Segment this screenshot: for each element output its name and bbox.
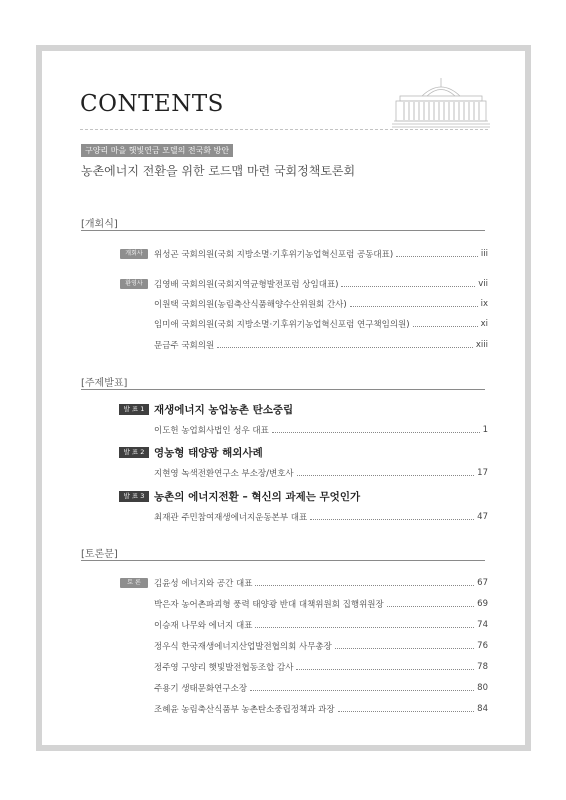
toc-page-number: 17 <box>477 468 488 478</box>
toc-entry[interactable] <box>154 577 488 589</box>
presentation-tag: 발 표 2 <box>119 447 149 458</box>
section-heading-opening: [개회식] <box>81 215 485 231</box>
toc-page-number: iii <box>480 249 488 259</box>
presentation-tag: 발 표 1 <box>119 404 149 415</box>
national-assembly-building-icon <box>392 74 490 128</box>
toc-entry[interactable] <box>154 511 488 523</box>
toc-entry[interactable] <box>154 703 488 715</box>
toc-entry-text: 최재관 주민참여재생에너지운동본부 대표 <box>154 513 308 523</box>
dot-leader <box>413 326 478 327</box>
dot-leader <box>310 519 474 520</box>
contents-title: CONTENTS <box>80 91 224 117</box>
subtitle-badge: 구양리 마을 햇빛연금 모델의 전국화 방안 <box>81 144 233 157</box>
dot-leader <box>255 585 474 586</box>
main-subtitle: 농촌에너지 전환을 위한 로드맵 마련 국회정책토론회 <box>81 164 356 178</box>
toc-entry-text: 지현영 녹색전환연구소 부소장/변호사 <box>154 469 294 479</box>
dot-leader <box>296 669 474 670</box>
dot-leader <box>338 711 475 712</box>
section-heading-discussion: [토론문] <box>81 545 485 561</box>
discussion-tag: 토 론 <box>120 578 148 588</box>
toc-entry[interactable] <box>154 598 488 610</box>
toc-entry-text: 이도헌 농업회사법인 성우 대표 <box>154 426 269 436</box>
toc-entry[interactable] <box>154 298 488 310</box>
dot-leader <box>387 606 474 607</box>
toc-page-number: 76 <box>477 641 488 651</box>
toc-entry[interactable] <box>154 467 488 479</box>
presentation-title[interactable]: 재생에너지 농업농촌 탄소중립 <box>154 404 294 416</box>
toc-entry-text: 김윤성 에너지와 공간 대표 <box>154 579 253 589</box>
toc-entry[interactable] <box>154 640 488 652</box>
toc-entry[interactable] <box>154 248 488 260</box>
toc-entry-text: 임미애 국회의원(국회 지방소멸·기후위기농업혁신포럼 연구책임의원) <box>154 320 410 330</box>
toc-entry[interactable] <box>154 424 488 436</box>
toc-entry[interactable] <box>154 318 488 330</box>
toc-page-number: 1 <box>482 425 488 435</box>
toc-entry[interactable] <box>154 661 488 673</box>
dot-leader <box>250 690 474 691</box>
section-heading-presentations: [주제발표] <box>81 374 485 390</box>
dot-leader <box>335 648 474 649</box>
toc-entry-text: 정우식 한국재생에너지산업발전협의회 사무총장 <box>154 642 332 652</box>
toc-entry[interactable] <box>154 682 488 694</box>
presentation-title[interactable]: 영농형 태양광 해외사례 <box>154 447 263 459</box>
dot-leader <box>217 347 473 348</box>
presentation-tag: 발 표 3 <box>119 491 149 502</box>
dot-leader <box>272 432 480 433</box>
dot-leader <box>341 286 475 287</box>
toc-page-number: 67 <box>477 578 488 588</box>
toc-page-number: ix <box>480 299 488 309</box>
opening-speech-tag: 개회사 <box>120 249 148 259</box>
toc-entry-text: 위성곤 국회의원(국회 지방소멸·기후위기농업혁신포럼 공동대표) <box>154 250 394 260</box>
toc-entry-text: 문금주 국회의원 <box>154 341 215 351</box>
toc-entry-text: 박은자 농어촌파괴형 풍력 태양광 반대 대책위원회 집행위원장 <box>154 600 384 610</box>
toc-page-number: 47 <box>477 512 488 522</box>
toc-entry-text: 조혜윤 농림축산식품부 농촌탄소중립정책과 과장 <box>154 705 335 715</box>
dot-leader <box>255 627 474 628</box>
toc-entry-text: 김영배 국회의원(국회지역균형발전포럼 상임대표) <box>154 280 339 290</box>
toc-page-number: 74 <box>477 620 488 630</box>
toc-entry[interactable] <box>154 619 488 631</box>
title-divider <box>80 129 488 130</box>
toc-page-number: xi <box>480 319 488 329</box>
toc-entry[interactable] <box>154 278 488 290</box>
toc-page-number: 69 <box>477 599 488 609</box>
toc-page-number: xiii <box>475 340 488 350</box>
welcome-speech-tag: 환영사 <box>120 279 148 289</box>
dot-leader <box>350 306 478 307</box>
toc-page-number: vii <box>478 279 488 289</box>
toc-entry-text: 주용기 생태문화연구소장 <box>154 684 248 694</box>
toc-entry-text: 이원택 국회의원(농림축산식품해양수산위원회 간사) <box>154 300 347 310</box>
toc-page-number: 78 <box>477 662 488 672</box>
toc-page-number: 84 <box>477 704 488 714</box>
presentation-title[interactable]: 농촌의 에너지전환 – 혁신의 과제는 무엇인가 <box>154 491 361 503</box>
toc-entry-text: 정주영 구양리 햇빛발전협동조합 감사 <box>154 663 294 673</box>
toc-entry[interactable] <box>154 339 488 351</box>
dot-leader <box>297 475 475 476</box>
dot-leader <box>396 256 478 257</box>
toc-page-number: 80 <box>477 683 488 693</box>
toc-entry-text: 이승재 나무와 에너지 대표 <box>154 621 253 631</box>
